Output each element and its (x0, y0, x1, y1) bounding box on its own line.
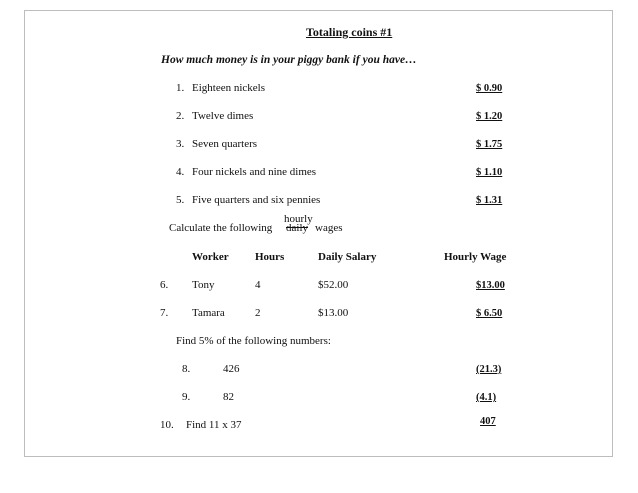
row-hours: 4 (255, 279, 261, 291)
percent-instruction: Find 5% of the following numbers: (176, 335, 331, 347)
coin-item-text: Eighteen nickels (192, 82, 266, 94)
coin-item-number: 1. (176, 82, 185, 94)
struck-word: daily (286, 222, 308, 234)
header-worker: Worker (192, 251, 229, 263)
coin-item-number: 5. (176, 194, 185, 206)
percent-item-number: 9. (182, 391, 191, 403)
coin-item-number: 3. (176, 138, 185, 150)
handwritten-correction: hourly (284, 213, 313, 225)
coin-item-text: Four nickels and nine dimes (192, 166, 317, 178)
header-hourly-wage: Hourly Wage (444, 251, 507, 263)
row-hourly-wage: $ 6.50 (476, 308, 503, 319)
coin-item-answer: $ 1.20 (476, 111, 503, 122)
coin-item-answer: $ 1.31 (476, 195, 503, 206)
worksheet-page (24, 10, 613, 457)
multiply-item-number: 10. (160, 419, 174, 431)
percent-item-value: 426 (223, 363, 240, 375)
row-number: 7. (160, 307, 169, 319)
header-hours: Hours (255, 251, 285, 263)
page-title: Totaling coins #1 (306, 25, 393, 39)
row-hourly-wage: $13.00 (476, 280, 505, 291)
wages-instruction-suffix: wages (315, 222, 343, 234)
coin-item-answer: $ 1.75 (476, 139, 503, 150)
row-hours: 2 (255, 307, 261, 319)
row-daily-salary: $13.00 (318, 307, 349, 319)
percent-item-number: 8. (182, 363, 191, 375)
row-number: 6. (160, 279, 169, 291)
row-daily-salary: $52.00 (318, 279, 349, 291)
coin-item-answer: $ 1.10 (476, 167, 503, 178)
row-worker: Tamara (192, 307, 225, 319)
percent-item-answer: (21.3) (476, 364, 502, 375)
coin-item-text: Twelve dimes (192, 110, 254, 122)
coin-item-text: Five quarters and six pennies (192, 194, 321, 206)
coin-item-number: 2. (176, 110, 185, 122)
multiply-item-text: Find 11 x 37 (186, 419, 242, 431)
wages-instruction-prefix: Calculate the following (169, 222, 273, 234)
coin-item-answer: $ 0.90 (476, 83, 503, 94)
question-prompt: How much money is in your piggy bank if you have… (161, 54, 417, 66)
row-worker: Tony (192, 279, 215, 291)
percent-item-value: 82 (223, 391, 234, 403)
coin-item-number: 4. (176, 166, 185, 178)
coin-item-text: Seven quarters (192, 138, 258, 150)
header-daily-salary: Daily Salary (318, 251, 377, 263)
percent-item-answer: (4.1) (476, 392, 497, 403)
multiply-item-answer: 407 (480, 416, 496, 427)
